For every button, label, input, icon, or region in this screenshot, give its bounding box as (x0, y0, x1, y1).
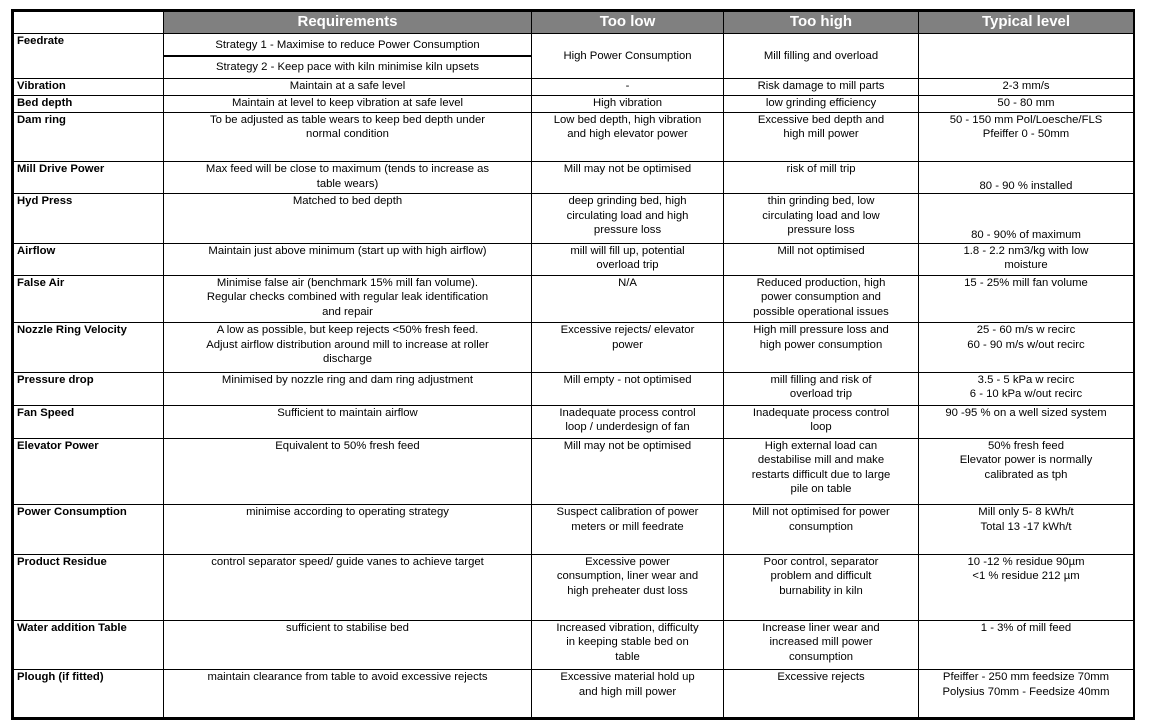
too-low-cell: Inadequate process control loop / underdesign of fan (532, 405, 724, 438)
table-row (14, 323, 1134, 373)
too-low-cell: Mill may not be optimised (532, 162, 724, 194)
too-high-cell: Risk damage to mill parts (724, 79, 919, 96)
header-parameter-blank (14, 12, 164, 34)
too-low-cell: Excessive material hold up and high mill power (532, 670, 724, 718)
table-row (14, 194, 1134, 244)
header-requirements: Requirements (164, 12, 532, 34)
table-row (14, 438, 1134, 504)
too-low-cell: - (532, 79, 724, 96)
strategy-1-text: Strategy 1 - Maximise to reduce Power Consumption (164, 35, 531, 57)
too-high-cell: Excessive bed depth and high mill power (724, 112, 919, 162)
table-row (14, 505, 1134, 555)
too-low-cell: Mill may not be optimised (532, 438, 724, 504)
typical-level-cell: 50 - 80 mm (919, 95, 1134, 112)
too-low-cell: Low bed depth, high vibration and high elevator power (532, 112, 724, 162)
typical-level-cell: Pfeiffer - 250 mm feedsize 70mm Polysius 70mm - Feedsize 40mm (919, 670, 1134, 718)
strategy-2-text: Strategy 2 - Keep pace with kiln minimise kiln upsets (215, 61, 480, 74)
param-cell: Fan Speed (14, 405, 164, 438)
requirement-cell: Minimised by nozzle ring and dam ring adjustment (164, 372, 532, 405)
too-high-cell: Reduced production, high power consumption and possible operational issues (724, 275, 919, 323)
table-row (14, 162, 1134, 194)
param-cell: Airflow (14, 243, 164, 275)
too-low-cell: Mill empty - not optimised (532, 372, 724, 405)
header-typical-level: Typical level (919, 12, 1134, 34)
typical-level-cell: 50% fresh feed Elevator power is normally calibrated as tph (919, 438, 1134, 504)
typical-level-cell: 2-3 mm/s (919, 79, 1134, 96)
requirement-cell: Maintain just above minimum (start up with high airflow) (164, 243, 532, 275)
typical-level-cell: 80 - 90 % installed (919, 162, 1134, 194)
requirement-cell: To be adjusted as table wears to keep bed depth under normal condition (164, 112, 532, 162)
header-row (14, 12, 1134, 34)
requirement-cell: Max feed will be close to maximum (tends to increase as table wears) (164, 162, 532, 194)
param-cell: Elevator Power (14, 438, 164, 504)
table-row (14, 112, 1134, 162)
requirement-cell: control separator speed/ guide vanes to achieve target (164, 554, 532, 620)
typical-level-cell: 1.8 - 2.2 nm3/kg with low moisture (919, 243, 1134, 275)
param-cell: Feedrate (14, 34, 164, 79)
too-low-cell: Excessive power consumption, liner wear and high preheater dust loss (532, 554, 724, 620)
requirement-cell: Maintain at a safe level (164, 79, 532, 96)
requirement-cell: Maintain at level to keep vibration at safe level (164, 95, 532, 112)
typical-level-cell: Mill only 5- 8 kWh/t Total 13 -17 kWh/t (919, 505, 1134, 555)
param-cell: Water addition Table (14, 620, 164, 670)
param-cell: Hyd Press (14, 194, 164, 244)
typical-level-cell: 90 -95 % on a well sized system (919, 405, 1134, 438)
too-low-cell: deep grinding bed, high circulating load and high pressure loss (532, 194, 724, 244)
too-high-cell: thin grinding bed, low circulating load and low pressure loss (724, 194, 919, 244)
too-low-cell: mill will fill up, potential overload trip (532, 243, 724, 275)
table-row (14, 95, 1134, 112)
typical-level-cell: 50 - 150 mm Pol/Loesche/FLS Pfeiffer 0 - 50mm (919, 112, 1134, 162)
too-high-cell: Excessive rejects (724, 670, 919, 718)
table-row (14, 620, 1134, 670)
param-cell: Plough (if fitted) (14, 670, 164, 718)
too-high-cell: High mill pressure loss and high power consumption (724, 323, 919, 373)
requirement-cell: Minimise false air (benchmark 15% mill fan volume). Regular checks combined with regular leak identification and repair (164, 275, 532, 323)
param-cell: Nozzle Ring Velocity (14, 323, 164, 373)
requirement-cell: Matched to bed depth (164, 194, 532, 244)
too-low-cell: High vibration (532, 95, 724, 112)
too-high-cell: risk of mill trip (724, 162, 919, 194)
table-row (14, 670, 1134, 718)
requirement-cell: sufficient to stabilise bed (164, 620, 532, 670)
table-row (14, 243, 1134, 275)
header-too-high: Too high (724, 12, 919, 34)
requirement-cell: maintain clearance from table to avoid excessive rejects (164, 670, 532, 718)
requirement-cell: Sufficient to maintain airflow (164, 405, 532, 438)
table-row (14, 34, 1134, 79)
too-low-cell: High Power Consumption (532, 34, 724, 79)
typical-level-cell: 25 - 60 m/s w recirc 60 - 90 m/s w/out recirc (919, 323, 1134, 373)
too-low-cell: Suspect calibration of power meters or mill feedrate (532, 505, 724, 555)
param-cell: Bed depth (14, 95, 164, 112)
param-cell: Dam ring (14, 112, 164, 162)
param-cell: Power Consumption (14, 505, 164, 555)
table-row (14, 405, 1134, 438)
too-high-cell: Mill not optimised (724, 243, 919, 275)
typical-level-cell: 3.5 - 5 kPa w recirc 6 - 10 kPa w/out recirc (919, 372, 1134, 405)
typical-level-cell: 1 - 3% of mill feed (919, 620, 1134, 670)
too-high-cell: Poor control, separator problem and difficult burnability in kiln (724, 554, 919, 620)
param-cell: Mill Drive Power (14, 162, 164, 194)
too-low-cell: N/A (532, 275, 724, 323)
too-high-cell: low grinding efficiency (724, 95, 919, 112)
requirement-cell: A low as possible, but keep rejects <50% fresh feed. Adjust airflow distribution around mill to increase at roller discharge (164, 323, 532, 373)
table-row (14, 372, 1134, 405)
typical-level-cell: 80 - 90% of maximum (919, 194, 1134, 244)
requirement-cell: minimise according to operating strategy (164, 505, 532, 555)
table-row (14, 79, 1134, 96)
too-low-cell: Excessive rejects/ elevator power (532, 323, 724, 373)
param-cell: Product Residue (14, 554, 164, 620)
header-too-low: Too low (532, 12, 724, 34)
param-cell: Vibration (14, 79, 164, 96)
param-cell: False Air (14, 275, 164, 323)
requirement-cell (164, 34, 532, 79)
too-low-cell: Increased vibration, difficulty in keeping stable bed on table (532, 620, 724, 670)
too-high-cell: mill filling and risk of overload trip (724, 372, 919, 405)
too-high-cell: Mill filling and overload (724, 34, 919, 79)
requirement-cell: Equivalent to 50% fresh feed (164, 438, 532, 504)
too-high-cell: Inadequate process control loop (724, 405, 919, 438)
requirements-table-document (11, 9, 1135, 720)
typical-level-cell (919, 34, 1134, 79)
typical-level-cell: 15 - 25% mill fan volume (919, 275, 1134, 323)
too-high-cell: Mill not optimised for power consumption (724, 505, 919, 555)
typical-level-cell: 10 -12 % residue 90µm <1 % residue 212 µm (919, 554, 1134, 620)
param-cell: Pressure drop (14, 372, 164, 405)
too-high-cell: Increase liner wear and increased mill power consumption (724, 620, 919, 670)
table-row (14, 554, 1134, 620)
mill-operating-parameters-table (13, 11, 1134, 718)
too-high-cell: High external load can destabilise mill and make restarts difficult due to large pile on table (724, 438, 919, 504)
table-row (14, 275, 1134, 323)
